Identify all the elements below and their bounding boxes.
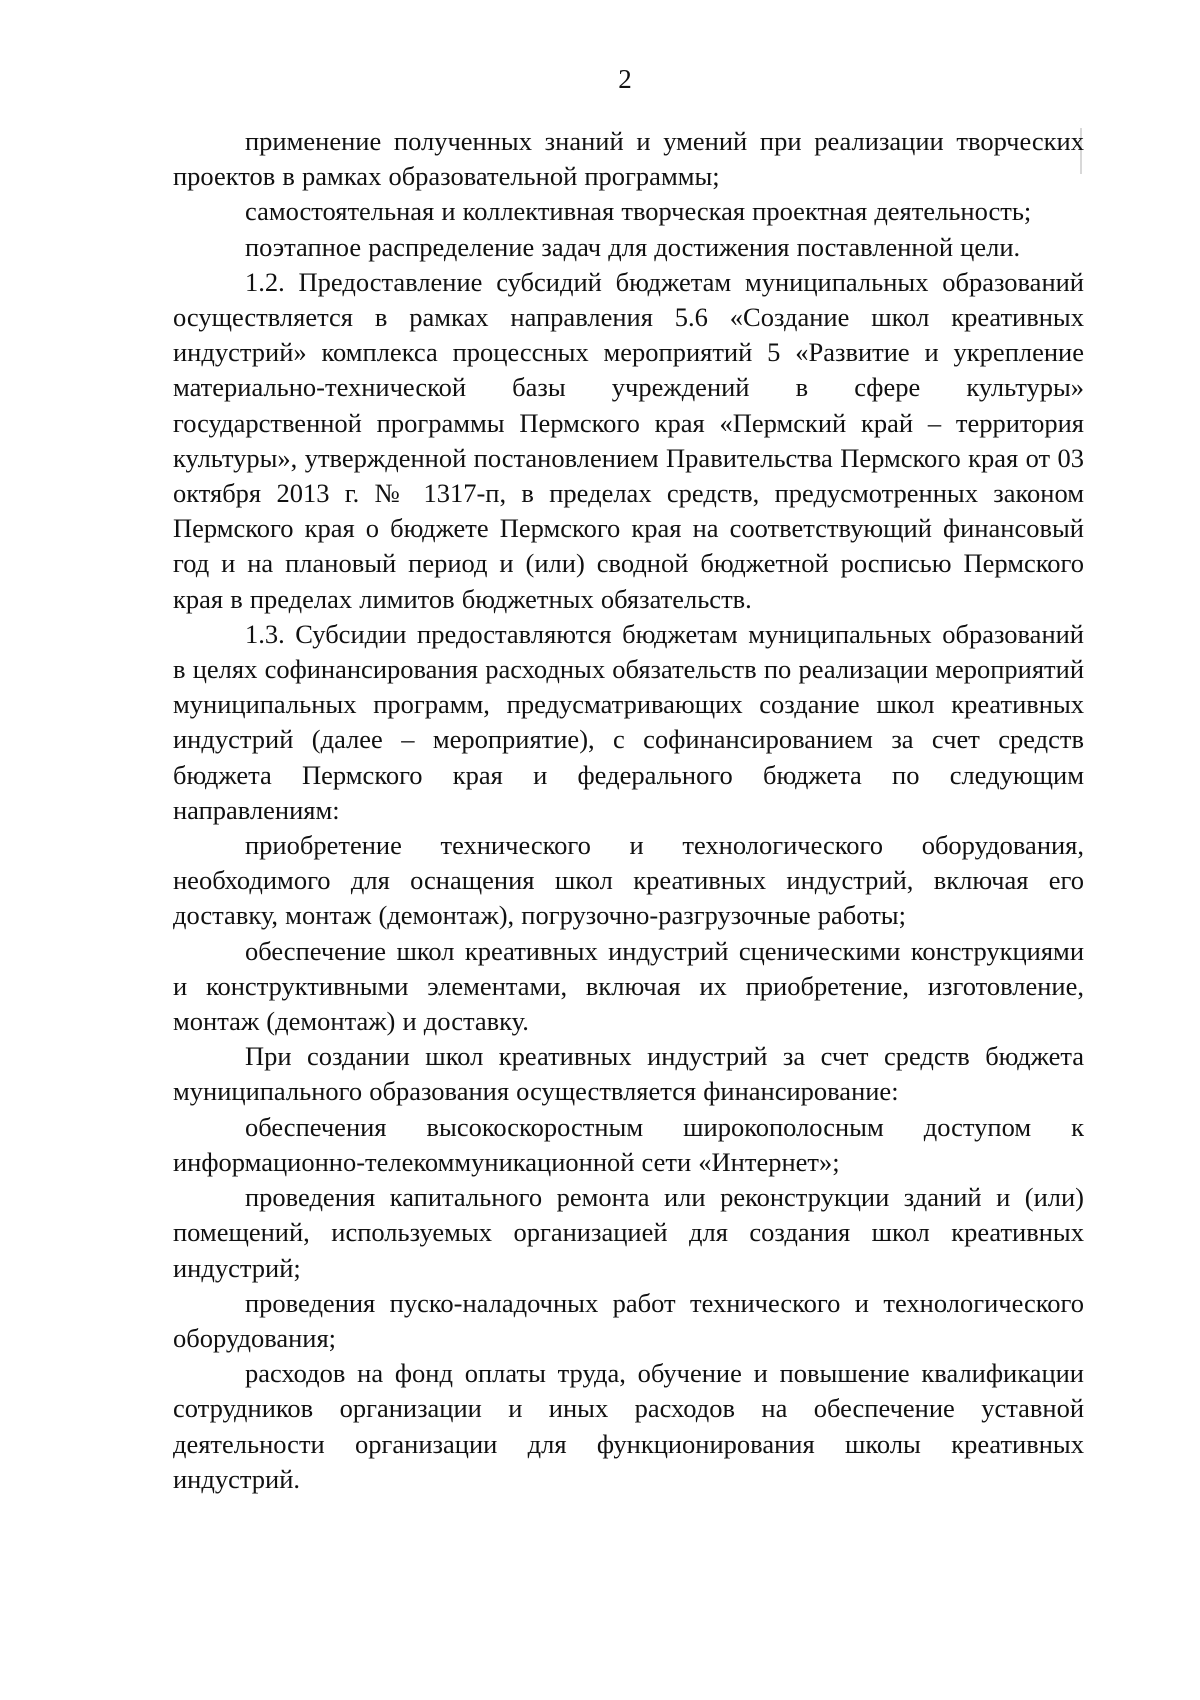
paragraph: поэтапное распределение задач для достижения поставленной цели. — [245, 231, 1021, 262]
paragraph: самостоятельная и коллективная творческая проектная деятельность; — [245, 196, 1032, 227]
paragraph: обеспечение школ креативных индустрий сценическими конструкциями и конструктивными элементами, включая их приобретение, изготовление, монтаж (демонтаж) и доставку. — [173, 935, 1084, 1037]
paragraph: проведения капитального ремонта или реконструкции зданий и (или) помещений, используемых организацией для создания школ креативных индустрий; — [173, 1182, 1084, 1283]
paragraph: 1.2. Предоставление субсидий бюджетам муниципальных образований осуществляется в рамках направления 5.6 «Создание школ креативных индустрий» комплекса процессных мероприятий 5 «Развитие и укрепление материально-технической базы учреждений в сфере культуры» государственной программы Пермского края «Пермский край – территория культуры», утвержденной постановлением Правительства Пермского края от 03 октября 2013 г. № 1317-п, в пределах средств, предусмотренных законом Пермского края о бюджете Пермского края на соответствующий финансовый год и на плановый период и (или) сводной бюджетной росписью Пермского края в пределах лимитов бюджетных обязательств. — [173, 266, 1084, 614]
paragraph: обеспечения высокоскоростным широкополосным доступом к информационно-телекоммуникационной сети «Интернет»; — [173, 1111, 1084, 1177]
page-number: 2 — [618, 64, 632, 94]
paragraph: применение полученных знаний и умений при реализации творческих проектов в рамках образовательной программы; — [173, 126, 1084, 192]
paragraph: При создании школ креативных индустрий за счет средств бюджета муниципального образования осуществляется финансирование: — [173, 1041, 1084, 1107]
paragraph: проведения пуско-наладочных работ технического и технологического оборудования; — [173, 1287, 1084, 1353]
paragraph: приобретение технического и технологического оборудования, необходимого для оснащения школ креативных индустрий, включая его доставку, монтаж (демонтаж), погрузочно-разгрузочные работы; — [173, 830, 1084, 931]
document-body — [173, 124, 1084, 1497]
paragraph: расходов на фонд оплаты труда, обучение и повышение квалификации сотрудников организации и иных расходов на обеспечение уставной деятельности организации для функционирования школы креативных индустрий. — [173, 1358, 1084, 1494]
paragraph: 1.3. Субсидии предоставляются бюджетам муниципальных образований в целях софинансирования расходных обязательств по реализации мероприятий муниципальных программ, предусматривающих создание школ креативных индустрий (далее – мероприятие), с софинансированием за счет средств бюджета Пермского края и федерального бюджета по следующим направлениям: — [173, 618, 1084, 825]
